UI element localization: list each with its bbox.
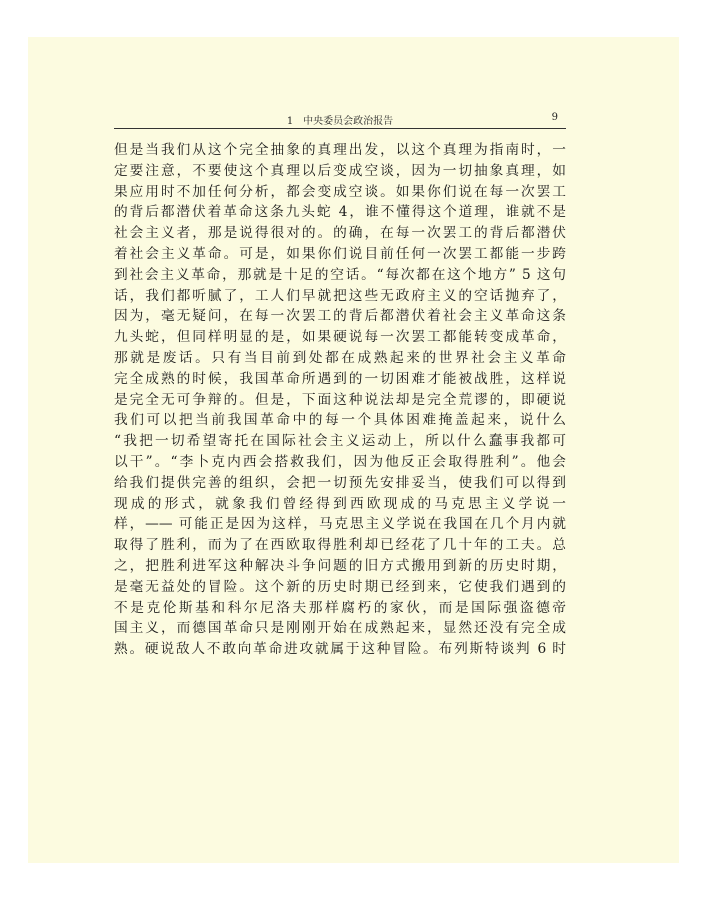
body-text [114, 140, 566, 660]
text-line: 定要注意，不要使这个真理以后变成空谈，因为一切抽象真理，如 [114, 162, 566, 179]
text-line: 是毫无益处的冒险。这个新的历史时期已经到来，它使我们遇到的 [114, 578, 566, 595]
text-line: 给我们提供完善的组织，会把一切预先安排妥当，使我们可以得到 [114, 474, 566, 491]
text-line: 不是克伦斯基和科尔尼洛夫那样腐朽的家伙，而是国际强盗德帝 [114, 599, 566, 616]
text-line: 样，—— 可能正是因为这样，马克思主义学说在我国在几个月内就 [114, 516, 566, 533]
text-line: 的背后都潜伏着革命这条九头蛇 4，谁不懂得这个道理，谁就不是 [114, 204, 566, 221]
text-line: 以干”。“李卜克内西会搭救我们，因为他反正会取得胜利”。他会 [114, 453, 566, 470]
text-line: 因为，毫无疑问，在每一次罢工的背后都潜伏着社会主义革命这条 [114, 308, 566, 325]
text-line: “我把一切希望寄托在国际社会主义运动上，所以什么蠢事我都可 [114, 433, 566, 450]
text-line: 那就是废话。只有当目前到处都在成熟起来的世界社会主义革命 [114, 349, 566, 366]
text-line: 社会主义者，那是说得很对的。的确，在每一次罢工的背后都潜伏 [114, 225, 566, 242]
text-line: 是完全无可争辩的。但是，下面这种说法却是完全荒谬的，即硬说 [114, 391, 566, 408]
text-line: 但是当我们从这个完全抽象的真理出发，以这个真理为指南时，一 [114, 142, 566, 158]
text-line: 完全成熟的时候，我国革命所遇到的一切困难才能被战胜，这样说 [114, 370, 566, 387]
text-line: 九头蛇，但同样明显的是，如果硬说每一次罢工都能转变成革命， [114, 329, 566, 346]
text-line: 熟。硬说敌人不敢向革命进攻就属于这种冒险。布列斯特谈判 6 时 [114, 641, 566, 658]
running-header [114, 106, 566, 129]
text-line: 现成的形式，就象我们曾经得到西欧现成的马克思主义学说一 [114, 495, 566, 512]
page-number: 9 [551, 112, 558, 123]
text-line: 果应用时不加任何分析，都会变成空谈。如果你们说在每一次罢工 [114, 183, 566, 200]
text-line: 话，我们都听腻了，工人们早就把这些无政府主义的空话抛弃了， [114, 287, 566, 304]
text-line: 之，把胜利进军这种解决斗争问题的旧方式搬用到新的历史时期， [114, 557, 566, 574]
header-title: 1 中央委员会政治报告 [286, 116, 394, 127]
text-line: 国主义，而德国革命只是刚刚开始在成熟起来，显然还没有完全成 [114, 620, 566, 637]
text-line: 到社会主义革命，那就是十足的空话。“每次都在这个地方” 5 这句 [114, 266, 566, 283]
text-line: 取得了胜利，而为了在西欧取得胜利却已经花了几十年的工夫。总 [114, 537, 566, 554]
text-line: 我们可以把当前我国革命中的每一个具体困难掩盖起来，说什么 [114, 412, 566, 429]
text-line: 着社会主义革命。可是，如果你们说目前任何一次罢工都能一步跨 [114, 245, 566, 262]
